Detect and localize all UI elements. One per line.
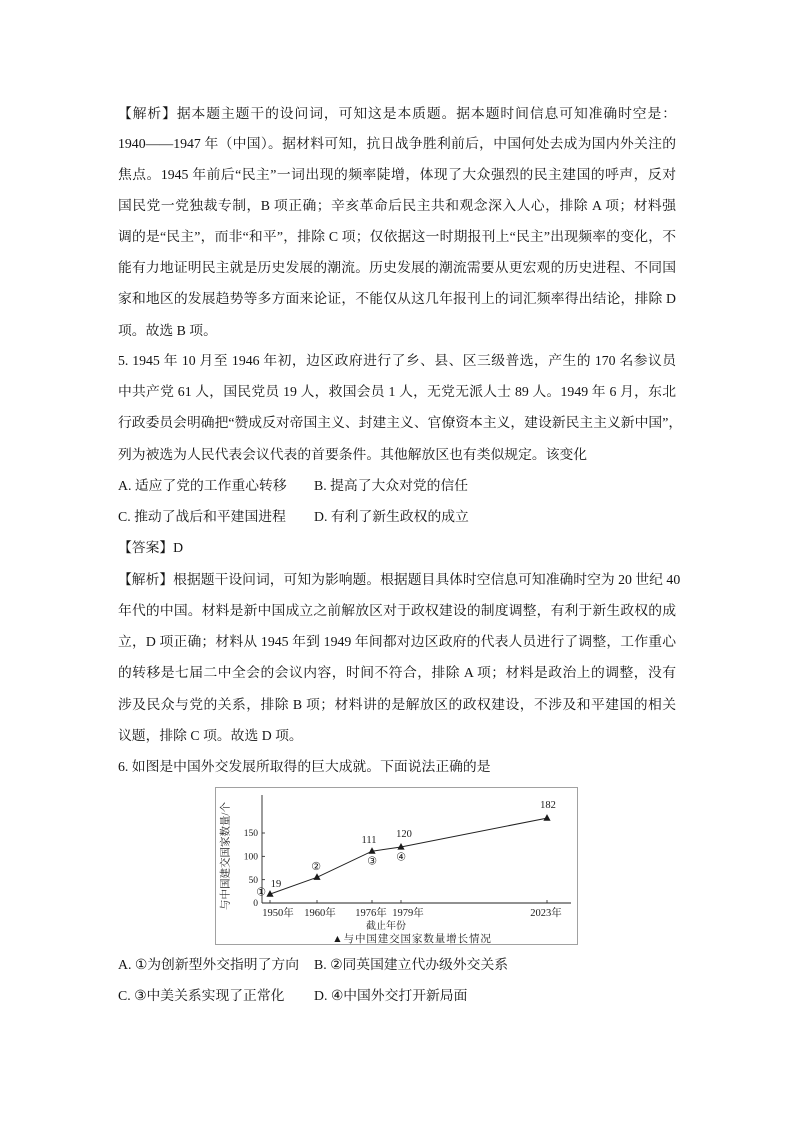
question-5-option-d[interactable]: D. 有利了新生政权的成立 [314, 509, 469, 524]
question-5-analysis-line: 年代的中国。材料是新中国成立之前解放区对于政权建设的制度调整，有利于新生政权的成 [118, 603, 676, 618]
chart-caption: ▲与中国建交国家数量增长情况 [332, 934, 492, 945]
question-6-stem: 6. 如图是中国外交发展所取得的巨大成就。下面说法正确的是 [118, 759, 491, 774]
point-annotation: ① [256, 885, 266, 899]
question-5-option-c[interactable]: C. 推动了战后和平建国进程 [118, 509, 286, 524]
question-6-option-d[interactable]: D. ④中国外交打开新局面 [314, 988, 468, 1003]
y-tick-label: 150 [243, 829, 258, 840]
question-6-option-b[interactable]: B. ②同英国建立代办级外交关系 [314, 957, 509, 972]
data-label: 120 [396, 829, 412, 840]
question-5-option-a[interactable]: A. 适应了党的工作重心转移 [118, 478, 287, 493]
analysis-line: 项。故选 B 项。 [118, 323, 217, 338]
point-annotation: ② [311, 859, 321, 873]
question-5-stem-line: 5. 1945 年 10 月至 1946 年初，边区政府进行了乡、县、区三级普选，产生的 170 名参议员 [118, 353, 676, 368]
question-5-option-b[interactable]: B. 提高了大众对党的信任 [314, 478, 469, 493]
point-annotation: ④ [396, 850, 406, 864]
question-5-analysis-line: 议题，排除 C 项。故选 D 项。 [118, 728, 303, 743]
x-tick-label: 1950年 [262, 908, 294, 919]
y-axis-title: 与中国建交国家数量/个 [220, 802, 232, 910]
analysis-line: 焦点。1945 年前后“民主”一词出现的频率陡增，体现了大众强烈的民主建国的呼声，反对 [118, 167, 676, 182]
question-6-option-c[interactable]: C. ③中美关系实现了正常化 [118, 988, 285, 1003]
question-5-stem-line: 行政委员会明确把“赞成反对帝国主义、封建主义、官僚资本主义，建设新民主主义新中国”， [118, 415, 683, 430]
x-tick-label: 2023年 [530, 908, 562, 919]
question-6-option-a[interactable]: A. ①为创新型外交指明了方向 [118, 957, 299, 972]
data-label: 111 [361, 835, 377, 847]
analysis-line: 家和地区的发展趋势等多方面来论证，不能仅从这几年报刊上的词汇频率得出结论，排除 D [118, 291, 676, 306]
x-axis-title: 截止年份 [366, 921, 406, 932]
diplomacy-chart-svg [215, 787, 578, 945]
data-label: 182 [540, 800, 556, 812]
question-5-stem-line: 列为被选为人民代表会议代表的首要条件。其他解放区也有类似规定。该变化 [118, 447, 588, 462]
analysis-line: 调的是“民主”，而非“和平”，排除 C 项；仅依据这一时期报刊上“民主”出现频率的变化，不 [118, 229, 676, 244]
data-label: 19 [270, 879, 282, 891]
diplomacy-chart [215, 787, 578, 945]
analysis-line: 国民党一党独裁专制，B 项正确；辛亥革命后民主共和观念深入人心，排除 A 项；材料强 [118, 198, 677, 213]
y-tick-label: 50 [248, 875, 258, 886]
y-tick-label: 100 [243, 852, 258, 863]
analysis-line: 能有力地证明民主就是历史发展的潮流。历史发展的潮流需要从更宏观的历史进程、不同国 [118, 260, 676, 275]
analysis-line: 1940——1947 年（中国）。据材料可知，抗日战争胜利前后，中国何处去成为国内外关注的 [118, 136, 676, 151]
question-5-analysis-line: 的转移是七届二中全会的会议内容，时间不符合，排除 A 项；材料是政治上的调整，没有 [118, 665, 676, 680]
question-5-analysis-line: 涉及民众与党的关系，排除 B 项；材料讲的是解放区的政权建设，不涉及和平建国的相关 [118, 697, 676, 712]
x-tick-label: 1976年 [355, 908, 387, 919]
question-5-stem-line: 中共产党 61 人，国民党员 19 人，救国会员 1 人，无党无派人士 89 人。1949 年 6 月，东北 [118, 384, 676, 399]
x-tick-label: 1979年 [392, 908, 424, 919]
question-5-answer: 【答案】D [118, 540, 184, 555]
question-5-analysis-line: 【解析】根据题干设问词，可知为影响题。根据题目具体时空信息可知准确时空为 20 世纪 40 [118, 572, 681, 587]
analysis-line: 【解析】据本题主题干的设问词，可知这是本质题。据本题时间信息可知准确时空是： [118, 106, 676, 121]
question-5-analysis-line: 立，D 项正确；材料从 1945 年到 1949 年间都对边区政府的代表人员进行了调整，工作重心 [118, 634, 676, 649]
point-annotation: ③ [367, 854, 377, 868]
x-tick-label: 1960年 [304, 908, 336, 919]
y-tick-label: 0 [253, 899, 258, 910]
